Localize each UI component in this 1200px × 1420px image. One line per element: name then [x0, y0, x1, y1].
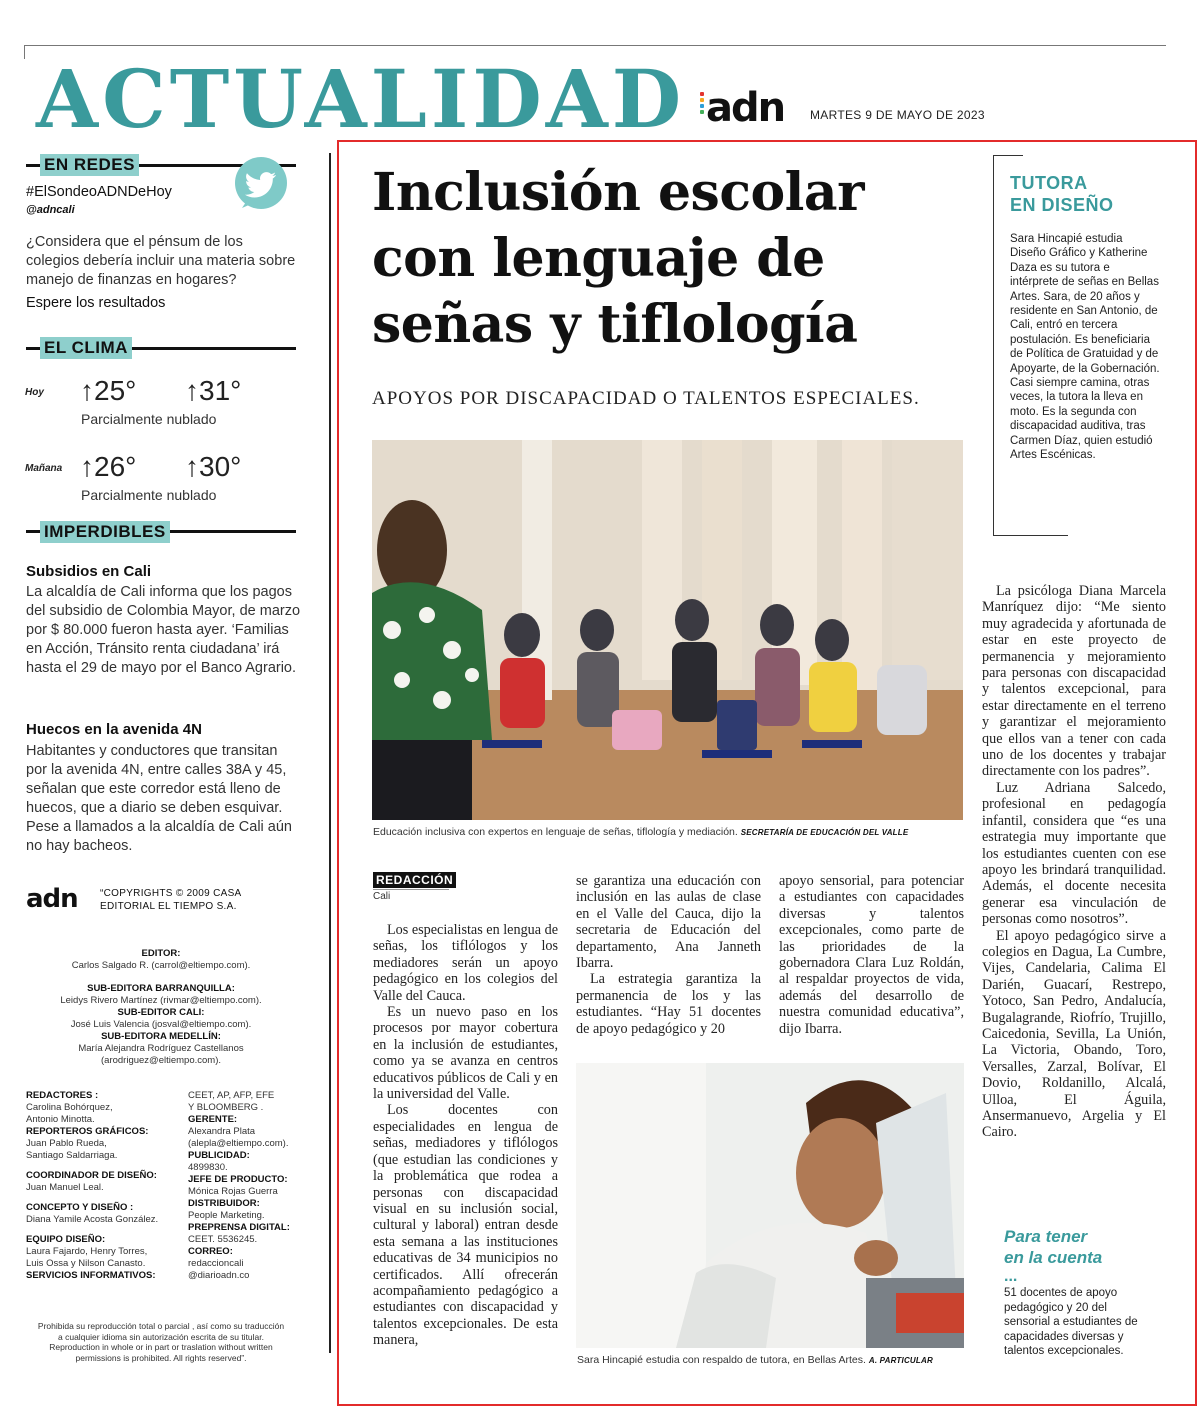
student-photo	[576, 1063, 964, 1348]
sondeo-question: ¿Considera que el pénsum de los colegios debería incluir una materia sobre manejo de finanzas en hogares?	[26, 234, 296, 288]
article-col-3: apoyo sensorial, para potenciar a estudiantes con capacidades diversas y talentos excepcionales, como parte de las prioridades de la gobernadora Clara Luz Roldán, al respaldar proyectos de vida, además del desarrollo de nuestra comunidad educativa”, dijo Ibarra.	[779, 873, 964, 1037]
copyright-adn-logo: adn	[26, 884, 78, 914]
factbox-text: 51 docentes de apoyo pedagógico y 20 del sensorial a estudiantes de capacidades diversas y talentos excepcionales.	[1004, 1287, 1138, 1358]
classroom-photo	[372, 440, 963, 820]
weather-day-label: Hoy	[25, 387, 44, 398]
legal-disclaimer: Prohibida su reproducción total o parcial , así como su traducción a cualquier idioma sin autorización escrita de su titular. Reproduction in whole or in part or traslation without written permissions is prohibited. All rights reserved”.	[37, 1321, 285, 1363]
sidebar-border-bottom	[993, 535, 1068, 536]
imperdible-title: Huecos en la avenida 4N	[26, 721, 202, 738]
sidebar-border	[993, 155, 994, 535]
top-rule	[24, 45, 1166, 46]
weather-min: ↑25°	[80, 375, 137, 406]
adn-logo-text: adn	[706, 85, 785, 131]
article-subhead: APOYOS POR DISCAPACIDAD O TALENTOS ESPECIALES.	[372, 388, 920, 409]
byline-rule	[373, 889, 449, 890]
column-divider	[329, 153, 331, 1353]
weather-desc: Parcialmente nublado	[81, 487, 217, 503]
factbox-dots: ...	[1004, 1268, 1018, 1285]
weather-max: ↑31°	[185, 375, 242, 406]
twitter-icon	[232, 156, 290, 214]
byline-city: Cali	[373, 891, 391, 902]
issue-date: MARTES 9 DE MAYO DE 2023	[810, 108, 985, 122]
sondeo-results: Espere los resultados	[26, 295, 166, 311]
masthead-col2: CEET, AP, AFP, EFE Y BLOOMBERG . GERENTE: Alexandra Plata (alepla@eltiempo.com). PUBLICIDAD: 4899830. JEFE DE PRODUCTO: Mónica Rojas Guerra DISTRIBUIDOR: People Marketing. PREPRENSA DIGITAL: CEET. 5536245. CORREO: redaccioncali @diarioadn.co	[188, 1090, 290, 1281]
weather-desc: Parcialmente nublado	[81, 411, 217, 427]
masthead-col1: REDACTORES : Carolina Bohórquez, Antonio Minotta. REPORTEROS GRÁFICOS: Juan Pablo Rueda, Santiago Saldarriaga. COORDINADOR DE DISEÑO: Juan Manuel Leal. CONCEPTO Y DISEÑO : Diana Yamile Acosta González. EQUIPO DISEÑO: Laura Fajardo, Henry Torres, Luis Ossa y Nilson Canasto. SERVICIOS INFORMATIVOS:	[26, 1090, 159, 1281]
photo2-caption: Sara Hincapié estudia con respaldo de tutora, en Bellas Artes. A. PARTICULAR	[577, 1354, 933, 1366]
masthead-editors: EDITOR: Carlos Salgado R. (carrol@eltiempo.com). SUB-EDITORA BARRANQUILLA: Leidys Rivero Martínez (rivmar@eltiempo.com). SUB-EDITOR CALI: José Luis Valencia (josval@eltiempo.com). SUB-EDITORA MEDELLÍN: María Alejandra Rodríguez Castellanos (arodriguez@eltiempo.com).	[60, 948, 262, 1066]
byline-tag: REDACCIÓN	[373, 872, 456, 888]
sondeo-handle: @adncali	[26, 204, 75, 216]
factbox-title: Para tener en la cuenta	[1004, 1227, 1103, 1267]
sidebar-title: TUTORA EN DISEÑO	[1010, 173, 1114, 215]
adn-logo	[706, 86, 784, 130]
weather-max: ↑30°	[185, 451, 242, 482]
sondeo-hashtag: #ElSondeoADNDeHoy	[26, 184, 172, 200]
imperdible-text: La alcaldía de Cali informa que los pagos del subsidio de Colombia Mayor, de marzo por $ 80.000 fueron hasta ayer. ‘Familias en Acción, Tránsito renta ciudadana’ irá hasta el 29 de mayo por el Banco Agrario.	[26, 584, 301, 676]
imperdible-title: Subsidios en Cali	[26, 563, 152, 580]
sidebar-text: Sara Hincapié estudia Diseño Gráfico y Katherine Daza es su tutora e intérprete de señas en Bellas Artes. Sara, de 20 años y residente en San Antonio, de Cali, entró en tercera postulación. Es beneficiaria de Política de Gratuidad y de Apoyarte, de la Gobernación. Casi siempre camina, otras veces, la tutora la lleva en moto. Es la segunda con discapacidad auditiva, tras Carmen Díaz, quien estudió Artes Escénicas.	[1010, 233, 1160, 462]
top-rule-tick	[24, 45, 25, 59]
imperdible-text: Habitantes y conductores que transitan por la avenida 4N, entre calles 38A y 45, señalan que este corredor está lleno de huecos, que a diario se deben esquivar. Pese a llamados a la alcaldía de Cali aún no hay bacheos.	[26, 743, 292, 854]
article-col-1: Los especialistas en lengua de señas, los tiflólogos y los mediadores serán un apoyo pedagógico en los colegios del Valle del Cauca. Es un nuevo paso en los procesos por mayor cobertura en la inclusión de estudiantes, como ya se avanza en centros educativos públicos de Cali y en la universidad del Valle. Los docentes con especialidades en lengua de señas, mediadores y tiflólogos (que estudian las condiciones y la problemática que rodea a personas con discapacidad visual en su inclusión social, cultural y laboral) entran desde esta semana a las instituciones educativas de 34 municipios no certificados. Allí ofrecerán acompañamiento pedagógico a estudiantes con discapacidad y talentos excepcionales. De esta manera,	[373, 922, 558, 1349]
imperdibles-heading: IMPERDIBLES	[40, 521, 170, 543]
photo1-caption: Educación inclusiva con expertos en lenguaje de señas, tiflología y mediación. SECRETARÍA DE EDUCACIÓN DEL VALLE	[373, 826, 909, 838]
article-headline: Inclusión escolar con lenguaje de señas y tiflología	[372, 162, 865, 355]
article-col-4: La psicóloga Diana Marcela Manríquez dijo: “Me siento muy agradecida y afortunada de estar en este proyecto de permanencia y mejoramiento para personas con discapacidad y talentos excepcional, para estar directamente en el terreno y garantizar el mejoramiento que ellos van a tener con cada uno de los docentes y trabajar directamente con los padres”. Luz Adriana Salcedo, profesional en pedagogía infantil, considera que “es una estrategia muy importante que los estudiantes cuenten con ese apoyo les brindará tranquilidad. Además, el docente necesita generar esa vinculación de personas como nosotros”. El apoyo pedagógico sirve a colegios en Dagua, La Cumbre, Vijes, Candelaria, Calima El Darién, Guacarí, Restrepo, Yotoco, San Pedro, Andalucía, Bugalagrande, Riofrío, Trujillo, Caicedonia, Sevilla, La Unión, La Victoria, Obando, Toro, Versalles, Zarzal, Bolívar, El Dovio, Roldanillo, Alcalá, Ulloa, El Águila, Ansermanuevo, Argelia y El Cairo.	[982, 583, 1166, 1141]
section-title: ACTUALIDAD	[36, 52, 686, 146]
adn-logo-dots	[700, 92, 704, 116]
redes-heading: EN REDES	[40, 154, 139, 176]
sidebar-border-top	[993, 155, 1023, 156]
weather-day-label: Mañana	[25, 463, 63, 474]
copyright-text: “COPYRIGHTS © 2009 CASA EDITORIAL EL TIEMPO S.A.	[100, 888, 242, 912]
clima-heading: EL CLIMA	[40, 337, 132, 359]
weather-min: ↑26°	[80, 451, 137, 482]
article-col-2: se garantiza una educación con inclusión en las aulas de clase en el Valle del Cauca, dijo la secretaria de Educación del departamento, Ana Janneth Ibarra. La estrategia garantiza la permanencia de los y las estudiantes. “Hay 51 docentes de apoyo pedagógico y 20	[576, 873, 761, 1037]
